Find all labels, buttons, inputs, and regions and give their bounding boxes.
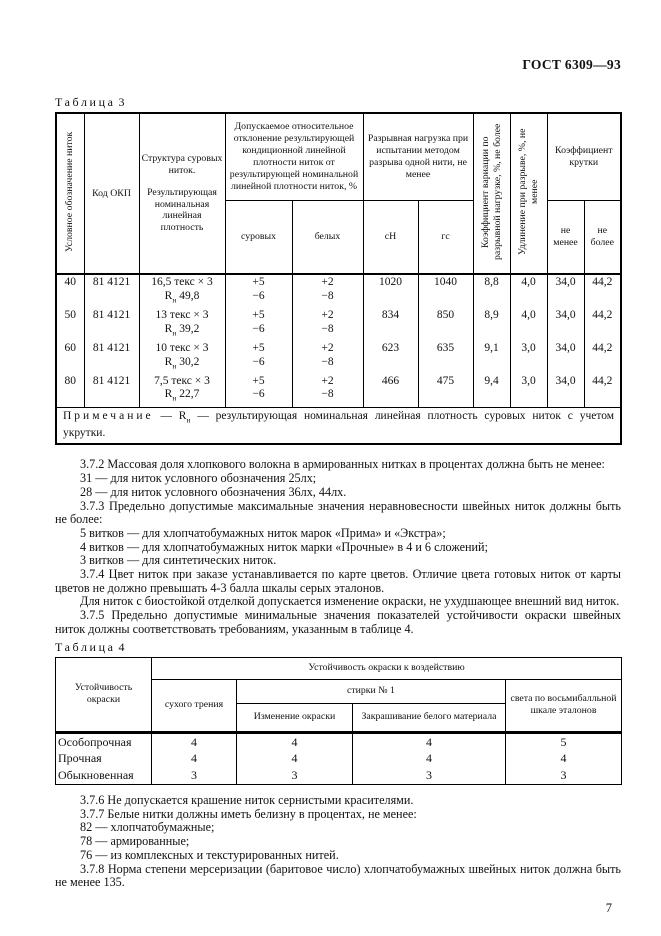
- cell-okp: 81 4121: [84, 308, 139, 341]
- cell-variation: 9,1: [473, 341, 510, 374]
- cell-light: 3: [506, 767, 622, 784]
- cell-grade-name: Особопрочная: [56, 732, 152, 750]
- cell-okp: 81 4121: [84, 274, 139, 308]
- paragraph-3-7-8: 3.7.8 Норма степени мерсеризации (баритовое число) хлопчатобумажных швейных ниток должна быть не менее 135.: [55, 861, 621, 890]
- cell-designation: 40: [56, 274, 84, 308]
- cell-structure: 7,5 текс × 3 $R_н$ 22,7: [139, 374, 225, 407]
- cell-deviation-white: +2 −8: [292, 274, 363, 308]
- table4-header-dry-friction: сухого трения: [152, 679, 237, 732]
- cell-structure: 16,5 текс × 3 $R_н$ 49,8: [139, 274, 225, 308]
- table4-header-resistance: Устойчивость окраски: [56, 657, 152, 732]
- cell-deviation-raw: +5 −6: [225, 374, 292, 407]
- cell-elongation: 4,0: [510, 308, 547, 341]
- table4-header-washing-group: стирки № 1: [237, 679, 506, 703]
- table3-subheader-twist-min: не менее: [547, 201, 584, 275]
- table4: [55, 657, 622, 785]
- table3-header-designation: [56, 113, 84, 274]
- cell-twist-min: 34,0: [547, 341, 584, 374]
- cell-designation: 50: [56, 308, 84, 341]
- table4-row: [56, 750, 622, 767]
- table3-subheader-white: белых: [292, 201, 363, 275]
- cell-structure: 13 текс × 3 $R_н$ 39,2: [139, 308, 225, 341]
- cell-dry: 4: [152, 750, 237, 767]
- cell-cn: 623: [363, 341, 418, 374]
- table3-row: [56, 274, 621, 308]
- table3-subheader-twist-max: не более: [584, 201, 621, 275]
- list-item: 31 — для ниток условного обозначения 25лх;: [80, 471, 317, 486]
- cell-dry: 4: [152, 732, 237, 750]
- table3-note: Примечание — $R_н$ — результирующая номинальная линейная плотность суровых ниток с учетом укрутки.: [56, 407, 621, 444]
- cell-dry: 3: [152, 767, 237, 784]
- table3-header-variation: [473, 113, 510, 274]
- cell-change: 4: [237, 732, 353, 750]
- cell-staining: 4: [353, 750, 506, 767]
- cell-deviation-white: +2 −8: [292, 341, 363, 374]
- paragraph-3-7-3: 3.7.3 Предельно допустимые максимальные значения неравновесности швейных ниток должны быть не более:: [55, 498, 621, 527]
- cell-elongation: 3,0: [510, 341, 547, 374]
- cell-gs: 475: [418, 374, 473, 407]
- table4-caption: [55, 640, 621, 655]
- vertical-text: Коэффициент вариации по разрывной нагрузке, %, не более: [479, 123, 503, 260]
- list-item: 76 — из комплексных и текстурированных нитей.: [80, 847, 339, 862]
- paragraph-3-7-2: 3.7.2 Массовая доля хлопкового волокна в армированных нитках в процентах должна быть не менее:: [80, 457, 605, 472]
- section-text-upper: [55, 458, 621, 636]
- cell-light: 4: [506, 750, 622, 767]
- table3-header-twist-group: Коэффициент крутки: [547, 113, 621, 201]
- table4-header-exposure-group: Устойчивость окраски к воздействию: [152, 657, 622, 679]
- table3-note-row: [56, 407, 621, 444]
- list-item: 78 — армированные;: [80, 834, 190, 849]
- table3-subheader-gs: гс: [418, 201, 473, 275]
- table4-subheader-white-staining: Закрашивание белого материала: [353, 703, 506, 732]
- page-number: 7: [605, 900, 612, 915]
- table3-row: [56, 341, 621, 374]
- cell-deviation-raw: +5 −6: [225, 308, 292, 341]
- paragraph-3-7-7: 3.7.7 Белые нитки должны иметь белизну в процентах, не менее:: [80, 806, 417, 821]
- cell-change: 3: [237, 767, 353, 784]
- cell-twist-max: 44,2: [584, 308, 621, 341]
- table3-header-elongation: [510, 113, 547, 274]
- cell-gs: 635: [418, 341, 473, 374]
- paragraph-3-7-5: 3.7.5 Предельно допустимые минимальные значения показателей устойчивости окраски швейных ниток должны соответствовать требованиям, указанным в таблице 4.: [55, 608, 621, 636]
- table4-caption-number: 4: [118, 639, 125, 654]
- table4-row: [56, 767, 622, 784]
- table3-row: [56, 308, 621, 341]
- table3-caption: [55, 95, 621, 110]
- list-item: 4 витков — для хлопчатобумажных ниток марки «Прочные» в 4 и 6 сложений;: [80, 539, 488, 554]
- table3-subheader-raw: суровых: [225, 201, 292, 275]
- page-content: [55, 0, 621, 916]
- cell-cn: 834: [363, 308, 418, 341]
- cell-grade-name: Обыкновенная: [56, 767, 152, 784]
- section-text-lower: [55, 794, 621, 890]
- cell-designation: 60: [56, 341, 84, 374]
- table3-subheader-cn: сН: [363, 201, 418, 275]
- table3-caption-word: Таблица: [55, 95, 116, 109]
- cell-light: 5: [506, 732, 622, 750]
- cell-structure: 10 текс × 3 $R_н$ 30,2: [139, 341, 225, 374]
- paragraph-3-7-4: 3.7.4 Цвет ниток при заказе устанавливается по карте цветов. Отличие цвета готовых ниток от карты цветов не должно превышать 4-3 балла шкалы серых эталонов.: [55, 567, 621, 595]
- cell-twist-max: 44,2: [584, 341, 621, 374]
- table3-header-structure: [139, 113, 225, 274]
- cell-cn: 1020: [363, 274, 418, 308]
- cell-designation: 80: [56, 374, 84, 407]
- cell-okp: 81 4121: [84, 374, 139, 407]
- cell-gs: 850: [418, 308, 473, 341]
- cell-elongation: 4,0: [510, 274, 547, 308]
- vertical-text: Условное обозначение ниток: [64, 131, 76, 252]
- table4-header-light: света по восьмибалльной шкале эталонов: [506, 679, 622, 732]
- table4-row: [56, 732, 622, 750]
- cell-twist-min: 34,0: [547, 374, 584, 407]
- cell-variation: 9,4: [473, 374, 510, 407]
- cell-okp: 81 4121: [84, 341, 139, 374]
- table4-subheader-color-change: Изменение окраски: [237, 703, 353, 732]
- list-item: 5 витков — для хлопчатобумажных ниток марок «Прима» и «Экстра»;: [80, 525, 446, 540]
- cell-staining: 3: [353, 767, 506, 784]
- cell-deviation-white: +2 −8: [292, 374, 363, 407]
- cell-gs: 1040: [418, 274, 473, 308]
- structure-line2: Результирующая номинальная линейная плотность: [147, 186, 217, 234]
- cell-variation: 8,8: [473, 274, 510, 308]
- cell-twist-min: 34,0: [547, 274, 584, 308]
- paragraph-3-7-6: 3.7.6 Не допускается крашение ниток сернистыми красителями.: [80, 792, 414, 807]
- cell-elongation: 3,0: [510, 374, 547, 407]
- paragraph-3-7-4b: Для ниток с биостойкой отделкой допускается изменение окраски, не ухудшающее внешний вид ниток.: [80, 594, 620, 609]
- table3-header-breaking-group: Разрывная нагрузка при испытании методом разрыва одной нити, не менее: [363, 113, 473, 201]
- cell-staining: 4: [353, 732, 506, 750]
- table3: [55, 112, 622, 445]
- list-item: 3 витков — для синтетических ниток.: [80, 553, 277, 568]
- note-label: Примечание: [63, 409, 154, 422]
- table3-header-deviation-group: Допускаемое относительное отклонение результирующей кондиционной линейной плотности ниток от результирующей номинальной линейной плотности ниток, %: [225, 113, 363, 201]
- cell-grade-name: Прочная: [56, 750, 152, 767]
- cell-change: 4: [237, 750, 353, 767]
- cell-cn: 466: [363, 374, 418, 407]
- cell-twist-max: 44,2: [584, 374, 621, 407]
- cell-variation: 8,9: [473, 308, 510, 341]
- cell-deviation-raw: +5 −6: [225, 341, 292, 374]
- table3-caption-number: 3: [118, 95, 125, 109]
- table3-header-okp: Код ОКП: [84, 113, 139, 274]
- standard-number: ГОСТ 6309—93: [522, 57, 621, 72]
- cell-twist-min: 34,0: [547, 308, 584, 341]
- cell-twist-max: 44,2: [584, 274, 621, 308]
- table4-caption-word: Таблица: [55, 639, 116, 654]
- list-item: 28 — для ниток условного обозначения 36лх, 44лх.: [80, 484, 347, 499]
- list-item: 82 — хлопчатобумажные;: [80, 820, 215, 835]
- cell-deviation-raw: +5 −6: [225, 274, 292, 308]
- vertical-text: Удлинение при разрыве, %, не менее: [516, 128, 540, 255]
- cell-deviation-white: +2 −8: [292, 308, 363, 341]
- structure-line1: Структура суровых ниток.: [141, 152, 223, 176]
- table3-row: [56, 374, 621, 407]
